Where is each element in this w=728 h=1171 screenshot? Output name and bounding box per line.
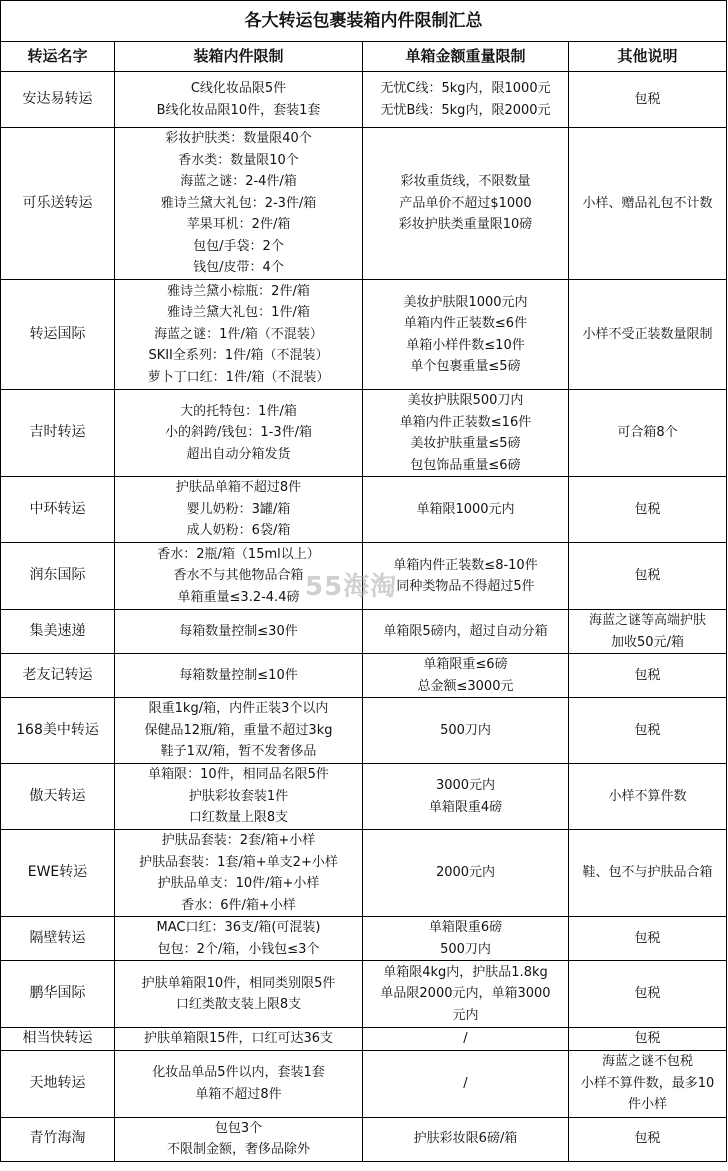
cell-line: 香水：6件/箱+小样 (181, 897, 296, 913)
header-item-limits: 装箱内件限制 (115, 42, 363, 72)
cell-line: 化妆品单品5件以内，套装1套 (152, 1065, 325, 1080)
notes-cell (569, 477, 727, 543)
value-weight-cell (363, 543, 569, 610)
cell-line: 鞋、包不与护肤品合箱 (582, 865, 713, 881)
cell-line: 婴儿奶粉：3罐/箱 (186, 501, 291, 517)
cell-line: 口红类散支装上限8支 (175, 997, 302, 1012)
notes-cell (569, 698, 727, 764)
cell-line: 海蓝之谜不包税 (601, 1054, 693, 1070)
value-weight-cell (363, 128, 569, 280)
header-value-weight-limits: 单箱金额重量限制 (363, 42, 569, 72)
forwarder-name-cell: 转运国际 (1, 280, 115, 390)
notes-cell (569, 280, 727, 390)
forwarder-name-cell: 润东国际 (1, 543, 115, 610)
cell-line: 香水：2瓶/箱（15ml以上） (157, 546, 320, 562)
cell-line: 单箱限4kg内，护肤品1.8kg (383, 964, 548, 980)
table-row (1, 764, 727, 830)
value-weight-cell (363, 72, 569, 128)
item-limits-cell (115, 698, 363, 764)
cell-line: 护肤彩妆套装1件 (188, 788, 289, 804)
cell-line: 雅诗兰黛大礼包：1件/箱 (167, 305, 310, 321)
item-limits-cell (115, 543, 363, 610)
item-limits-cell (115, 1117, 363, 1161)
cell-line: 超出自动分箱发货 (186, 446, 291, 462)
forwarder-name-cell: 隔壁转运 (1, 917, 115, 961)
table-row (1, 654, 727, 698)
header-row (1, 42, 727, 72)
cell-line: 加收50元/箱 (611, 634, 684, 650)
cell-line: 单箱内件正装数≤6件 (403, 316, 528, 331)
notes-cell (569, 830, 727, 917)
table-row (1, 72, 727, 128)
forwarder-name-cell: 安达易转运 (1, 72, 115, 128)
table-row (1, 543, 727, 610)
table-row (1, 830, 727, 917)
item-limits-cell (115, 1028, 363, 1051)
cell-line: 包税 (634, 1131, 661, 1147)
cell-line: 元内 (452, 1007, 479, 1023)
cell-line: 同种类物品不得超过5件 (396, 579, 535, 594)
cell-line: 每箱数量控制≤30件 (179, 623, 298, 639)
cell-line: 单箱限重4磅 (428, 799, 503, 815)
cell-line: 海蓝之谜：2-4件/箱 (180, 174, 297, 190)
notes-cell (569, 1050, 727, 1117)
value-weight-cell (363, 917, 569, 961)
cell-line: 单箱限重≤6磅 (423, 657, 508, 672)
value-weight-cell (363, 1050, 569, 1117)
item-limits-cell (115, 917, 363, 961)
notes-cell (569, 128, 727, 280)
cell-line: / (463, 1031, 468, 1046)
cell-line: 总金额≤3000元 (417, 678, 514, 694)
cell-line: 鞋子1双/箱，暂不发奢侈品 (160, 744, 317, 760)
forwarder-name-cell: 168美中转运 (1, 698, 115, 764)
cell-line: 无忧B线：5kg内，限2000元 (380, 102, 551, 118)
cell-line: 口红数量上限8支 (188, 810, 289, 826)
table-row (1, 610, 727, 654)
table-row (1, 698, 727, 764)
forwarder-name-cell: 集美速递 (1, 610, 115, 654)
cell-line: 钱包/皮带：4个 (193, 260, 284, 276)
forwarder-name-cell: EWE转运 (1, 830, 115, 917)
notes-cell (569, 1117, 727, 1161)
cell-line: C线化妆品限5件 (190, 81, 287, 96)
value-weight-cell (363, 654, 569, 698)
cell-line: 包税 (634, 667, 661, 683)
item-limits-cell (115, 1050, 363, 1117)
notes-cell (569, 764, 727, 830)
cell-line: 香水不与其他物品合箱 (173, 568, 304, 584)
cell-line: 包税 (634, 722, 661, 738)
cell-line: 护肤品套装：2套/箱+小样 (161, 833, 316, 848)
cell-line: 雅诗兰黛小棕瓶：2件/箱 (167, 283, 310, 299)
cell-line: 包税 (634, 986, 661, 1002)
cell-line: 包包：2个/箱，小钱包≤3个 (157, 941, 320, 957)
cell-line: 彩妆护肤类重量限10磅 (398, 217, 533, 233)
cell-line: B线化妆品限10件，套装1套 (156, 102, 321, 118)
table-row (1, 1028, 727, 1051)
site-watermark: 55海淘 (305, 572, 398, 602)
item-limits-cell (115, 477, 363, 543)
cell-line: 苹果耳机：2件/箱 (186, 217, 291, 233)
cell-line: 成人奶粉：6袋/箱 (186, 523, 291, 539)
value-weight-cell (363, 698, 569, 764)
forwarder-name-cell: 鹏华国际 (1, 961, 115, 1028)
table-row (1, 477, 727, 543)
cell-line: 小的斜跨/钱包：1-3件/箱 (165, 425, 312, 441)
header-other-notes: 其他说明 (569, 42, 727, 72)
value-weight-cell (363, 280, 569, 390)
cell-line: 单箱限5磅内，超过自动分箱 (383, 623, 548, 639)
value-weight-cell (363, 610, 569, 654)
forwarder-name-cell: 吉时转运 (1, 390, 115, 477)
cell-line: 单箱限：10件，相同品名限5件 (148, 767, 329, 783)
item-limits-cell (115, 128, 363, 280)
table-row (1, 390, 727, 477)
cell-line: 无忧C线：5kg内，限1000元 (380, 81, 551, 96)
notes-cell (569, 1028, 727, 1051)
value-weight-cell (363, 390, 569, 477)
cell-line: 美妆护肤限500刀内 (407, 393, 524, 408)
cell-line: 护肤单箱限10件，相同类别限5件 (141, 975, 336, 991)
cell-line: 每箱数量控制≤10件 (179, 667, 298, 683)
forwarder-name-cell: 傲天转运 (1, 764, 115, 830)
forwarder-name-cell: 相当快转运 (1, 1028, 115, 1051)
cell-line: 件小样 (627, 1097, 667, 1113)
cell-line: 单品限2000元内，单箱3000 (380, 986, 551, 1002)
value-weight-cell (363, 1117, 569, 1161)
notes-cell (569, 654, 727, 698)
cell-line: 3000元内 (435, 778, 496, 793)
forwarder-name-cell: 青竹海淘 (1, 1117, 115, 1161)
cell-line: 单箱小样件数≤10件 (406, 337, 525, 353)
table-row (1, 1050, 727, 1117)
cell-line: 彩妆重货线，不限数量 (400, 174, 531, 190)
table-row (1, 128, 727, 280)
cell-line: MAC口红：36支/箱(可混装) (156, 920, 321, 935)
value-weight-cell (363, 764, 569, 830)
cell-line: 美妆护肤限1000元内 (403, 294, 528, 310)
cell-line: 500刀内 (440, 722, 491, 738)
cell-line: 单箱不超过8件 (195, 1086, 282, 1102)
cell-line: 护肤品单箱不超过8件 (175, 480, 302, 496)
item-limits-cell (115, 280, 363, 390)
cell-line: 单个包裹重量≤5磅 (410, 359, 521, 374)
cell-line: 彩妆护肤类：数量限40个 (165, 131, 312, 147)
cell-line: 产品单价不超过$1000 (399, 195, 532, 211)
table-row (1, 917, 727, 961)
notes-cell (569, 610, 727, 654)
cell-line: 小样、赠品礼包不计数 (582, 195, 713, 211)
item-limits-cell (115, 764, 363, 830)
cell-line: / (463, 1075, 468, 1091)
notes-cell (569, 961, 727, 1028)
cell-line: 500刀内 (440, 941, 491, 957)
cell-line: 小样不算件数，最多10 (580, 1075, 715, 1091)
cell-line: 小样不算件数 (608, 788, 687, 804)
table-row (1, 280, 727, 390)
cell-line: 可合箱8个 (617, 425, 678, 441)
cell-line: 限重1kg/箱，内件正装3个以内 (148, 701, 329, 717)
cell-line: 包税 (634, 501, 661, 517)
cell-line: 海蓝之谜：1件/箱（不混装） (154, 326, 323, 342)
cell-line: 包税 (634, 1031, 661, 1046)
item-limits-cell (115, 961, 363, 1028)
cell-line: 单箱重量≤3.2-4.4磅 (177, 589, 300, 605)
forwarder-name-cell: 天地转运 (1, 1050, 115, 1117)
cell-line: 包税 (634, 930, 661, 946)
value-weight-cell (363, 1028, 569, 1051)
notes-cell (569, 917, 727, 961)
header-forwarder-name: 转运名字 (1, 42, 115, 72)
cell-line: 单箱限1000元内 (416, 501, 515, 517)
table-title: 各大转运包裹装箱内件限制汇总 (1, 1, 727, 42)
value-weight-cell (363, 961, 569, 1028)
cell-line: 单箱限重6磅 (428, 920, 503, 935)
item-limits-cell (115, 72, 363, 128)
value-weight-cell (363, 477, 569, 543)
item-limits-cell (115, 390, 363, 477)
cell-line: 美妆护肤重量≤5磅 (410, 436, 521, 451)
notes-cell (569, 543, 727, 610)
value-weight-cell (363, 830, 569, 917)
cell-line: 海蓝之谜等高端护肤 (588, 613, 706, 628)
cell-line: 2000元内 (435, 865, 496, 881)
cell-line: 护肤彩妆限6磅/箱 (413, 1131, 518, 1147)
cell-line: 雅诗兰黛大礼包：2-3件/箱 (160, 195, 317, 211)
table-row (1, 961, 727, 1028)
forwarder-name-cell: 可乐送转运 (1, 128, 115, 280)
cell-line: 护肤品套装：1套/箱+单支2+小样 (139, 854, 338, 870)
cell-line: 包税 (634, 91, 661, 107)
item-limits-cell (115, 830, 363, 917)
cell-line: 单箱内件正装数≤8-10件 (393, 557, 538, 573)
cell-line: 香水类：数量限10个 (178, 152, 299, 168)
cell-line: 包包饰品重量≤6磅 (410, 457, 521, 473)
cell-line: 包包3个 (214, 1120, 263, 1136)
table-body (1, 72, 727, 1162)
cell-line: 单箱内件正装数≤16件 (399, 414, 532, 430)
cell-line: 包包/手袋：2个 (193, 238, 284, 254)
notes-cell (569, 72, 727, 128)
cell-line: 不限制金额，奢侈品除外 (166, 1142, 310, 1157)
notes-cell (569, 390, 727, 477)
item-limits-cell (115, 610, 363, 654)
cell-line: 小样不受正装数量限制 (582, 326, 713, 342)
forwarder-name-cell: 中环转运 (1, 477, 115, 543)
cell-line: 护肤单箱限15件，口红可达36支 (143, 1031, 334, 1046)
cell-line: 大的托特包：1件/箱 (180, 403, 297, 419)
cell-line: 萝卜丁口红：1件/箱（不混装） (147, 369, 330, 385)
table-row (1, 1117, 727, 1161)
item-limits-cell (115, 654, 363, 698)
cell-line: 保健品12瓶/箱，重量不超过3kg (144, 722, 333, 738)
forwarder-name-cell: 老友记转运 (1, 654, 115, 698)
cell-line: 包税 (634, 568, 661, 584)
cell-line: SKII全系列：1件/箱（不混装） (148, 348, 329, 364)
title-row (1, 1, 727, 42)
cell-line: 护肤品单支：10件/箱+小样 (157, 876, 320, 891)
